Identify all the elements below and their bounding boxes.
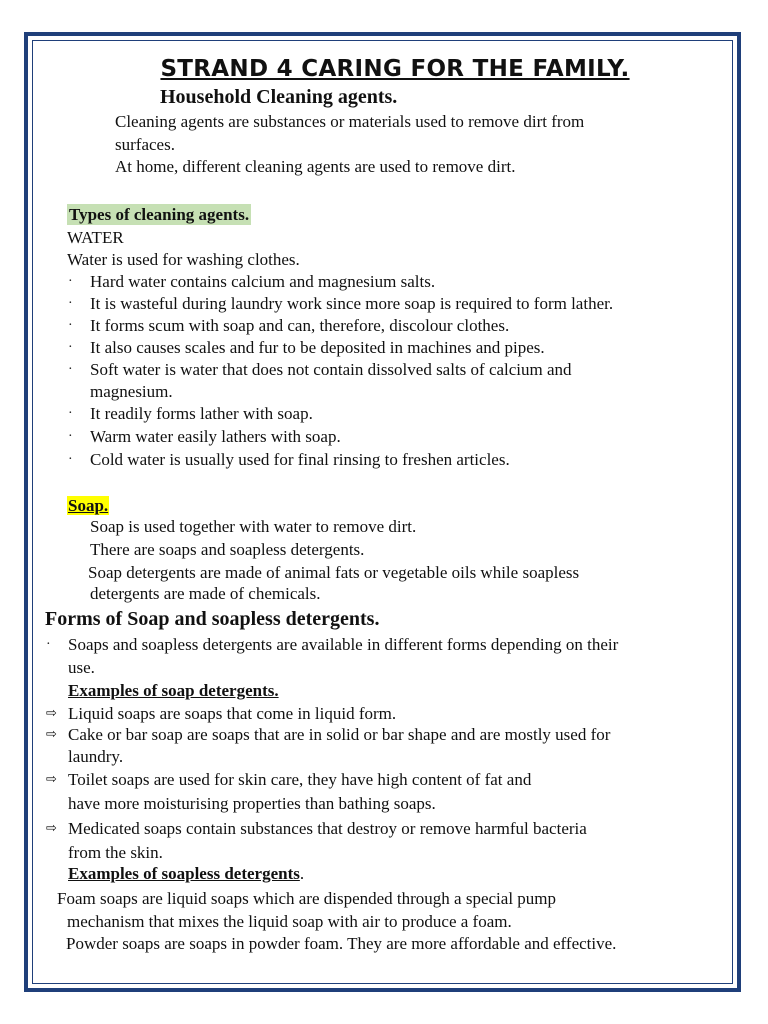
water-point-continued: magnesium. (90, 382, 173, 401)
soap-example-line: Toilet soaps are used for skin care, they have high content of fat and (68, 770, 532, 789)
bullet-icon: · (68, 452, 73, 467)
bullet-icon: · (46, 637, 51, 652)
forms-text-line: use. (68, 658, 95, 677)
bullet-icon: · (68, 429, 73, 444)
forms-text-line: Soaps and soapless detergents are available in different forms depending on their (68, 635, 619, 654)
arrow-right-icon: ⇨ (46, 727, 57, 742)
water-point: It also causes scales and fur to be deposited in machines and pipes. (90, 338, 545, 357)
intro-line-1: Cleaning agents are substances or materials used to remove dirt from (115, 112, 585, 131)
types-heading: Types of cleaning agents. (69, 205, 250, 224)
soap-example-line: from the skin. (68, 843, 163, 862)
water-point: Hard water contains calcium and magnesium salts. (90, 272, 436, 291)
soap-text-line: There are soaps and soapless detergents. (90, 540, 365, 559)
page-subtitle: Household Cleaning agents. (160, 86, 398, 108)
soap-example-line: Cake or bar soap are soaps that are in solid or bar shape and are mostly used for (68, 725, 611, 744)
water-heading: WATER (67, 228, 124, 247)
water-point: It readily forms lather with soap. (90, 404, 313, 423)
soap-text-line: Soap detergents are made of animal fats or vegetable oils while soapless (88, 563, 580, 582)
soap-text-line: detergents are made of chemicals. (90, 584, 321, 603)
soap-example-line: have more moisturising properties than bathing soaps. (68, 794, 436, 813)
water-intro: Water is used for washing clothes. (67, 250, 300, 269)
soapless-text-line: Powder soaps are soaps in powder foam. They are more affordable and effective. (66, 934, 617, 953)
bullet-icon: · (68, 318, 73, 333)
water-point: Warm water easily lathers with soap. (90, 427, 341, 446)
intro-line-2: surfaces. (115, 135, 175, 154)
soapless-text-line: Foam soaps are liquid soaps which are dispended through a special pump (57, 889, 557, 908)
page-title: STRAND 4 CARING FOR THE FAMILY. (160, 56, 630, 82)
soap-heading: Soap. (68, 496, 109, 515)
soap-examples-heading: Examples of soap detergents. (68, 681, 279, 700)
bullet-icon: · (68, 274, 73, 289)
intro-line-3: At home, different cleaning agents are used to remove dirt. (115, 157, 516, 176)
forms-heading: Forms of Soap and soapless detergents. (45, 608, 380, 630)
soap-example-line: Liquid soaps are soaps that come in liquid form. (68, 704, 397, 723)
arrow-right-icon: ⇨ (46, 706, 57, 721)
soap-example-line: laundry. (68, 747, 124, 766)
soap-example-line: Medicated soaps contain substances that destroy or remove harmful bacteria (68, 819, 587, 838)
water-point: It forms scum with soap and can, therefore, discolour clothes. (90, 316, 510, 335)
water-point: It is wasteful during laundry work since more soap is required to form lather. (90, 294, 614, 313)
water-point: Soft water is water that does not contain dissolved salts of calcium and (90, 360, 572, 379)
bullet-icon: · (68, 406, 73, 421)
bullet-icon: · (68, 340, 73, 355)
soapless-text-line: mechanism that mixes the liquid soap with air to produce a foam. (67, 912, 512, 931)
soapless-heading: Examples of soapless detergents. (68, 864, 305, 883)
bullet-icon: · (68, 296, 73, 311)
bullet-icon: · (68, 362, 73, 377)
water-point: Cold water is usually used for final rinsing to freshen articles. (90, 450, 510, 469)
soap-text-line: Soap is used together with water to remove dirt. (90, 517, 417, 536)
arrow-right-icon: ⇨ (46, 772, 57, 787)
arrow-right-icon: ⇨ (46, 821, 57, 836)
